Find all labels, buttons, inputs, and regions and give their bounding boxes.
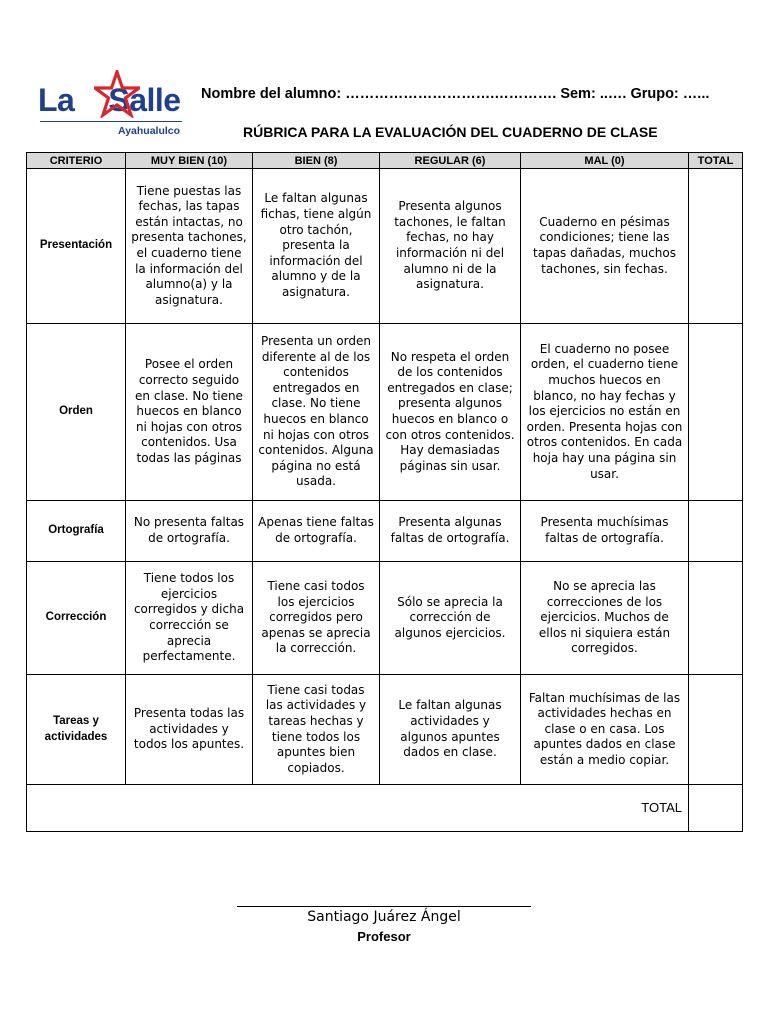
header-row [27,153,743,169]
rubric-cell: Tiene todos los ejercicios corregidos y dicha corrección se aprecia perfectamente. [126,562,253,675]
header-mal: MAL (0) [521,153,689,169]
criterion-cell: Presentación [27,169,126,324]
header-regular: REGULAR (6) [380,153,521,169]
rubric-cell: Sólo se aprecia la corrección de algunos ejercicios. [380,562,521,675]
criterion-cell: Orden [27,324,126,501]
rubric-cell: Le faltan algunas actividades y algunos apuntes dados en clase. [380,675,521,785]
table-row [27,324,743,501]
table-row [27,169,743,324]
header-criterio: CRITERIO [27,153,126,169]
header-bien: BIEN (8) [253,153,380,169]
rubric-cell: No respeta el orden de los contenidos entregados en clase; presenta algunos huecos en blanco o con otros contenidos. Hay demasiadas páginas sin usar. [380,324,521,501]
header-total: TOTAL [689,153,743,169]
rubric-table [26,152,743,832]
total-cell[interactable] [689,675,743,785]
semester-label: Sem: [560,86,596,102]
rubric-cell: Apenas tiene faltas de ortografía. [253,501,380,562]
table-row [27,675,743,785]
student-name-label: Nombre del alumno: [201,86,342,102]
criterion-cell: Tareas y actividades [27,675,126,785]
total-cell[interactable] [689,501,743,562]
table-row [27,562,743,675]
document-title: RÚBRICA PARA LA EVALUACIÓN DEL CUADERNO DE CLASE [243,124,658,140]
rubric-cell: Presenta un orden diferente al de los contenidos entregados en clase. No tiene huecos en blanco ni hojas con otros contenidos. Alguna página no está usada. [253,324,380,501]
rubric-cell: El cuaderno no posee orden, el cuaderno tiene muchos huecos en blanco, no hay fechas y los ejercicios no están en orden. Presenta hojas con otros contenidos. En cada hoja hay una página sin usar. [521,324,689,501]
rubric-cell: Faltan muchísimas de las actividades hechas en clase o en casa. Los apuntes dados en clase están a medio copiar. [521,675,689,785]
signature-name: Santiago Juárez Ángel [307,909,461,925]
criterion-cell: Ortografía [27,501,126,562]
grand-total-cell[interactable] [689,785,743,832]
group-label: Grupo: [630,86,679,102]
rubric-cell: Tiene casi todas las actividades y tareas hechas y tiene todos los apuntes bien copiados. [253,675,380,785]
signature-line [237,906,531,907]
rubric-cell: No presenta faltas de ortografía. [126,501,253,562]
logo-subtitle: Ayahualulco [118,125,181,137]
student-name-blank: ………………………….…………. [345,86,557,102]
rubric-cell: Tiene casi todos los ejercicios corregidos pero apenas se aprecia la corrección. [253,562,380,675]
semester-blank: ..…. [599,86,627,102]
signature-role: Profesor [357,929,411,944]
rubric-cell: Presenta todas las actividades y todos los apuntes. [126,675,253,785]
rubric-cell: Presenta algunos tachones, le faltan fechas, no hay información ni del alumno ni de la asignatura. [380,169,521,324]
total-cell[interactable] [689,324,743,501]
student-info-line [201,86,709,102]
logo-brand-left: La [38,82,75,118]
rubric-cell: Presenta algunas faltas de ortografía. [380,501,521,562]
grand-total-row [27,785,743,832]
group-blank: …... [682,86,710,102]
logo-brand-right: Salle [108,82,181,118]
grand-total-label: TOTAL [27,785,689,832]
table-row [27,501,743,562]
rubric-cell: No se aprecia las correcciones de los ejercicios. Muchos de ellos ni siquiera están corregidos. [521,562,689,675]
rubric-cell: Presenta muchísimas faltas de ortografía. [521,501,689,562]
rubric-cell: Cuaderno en pésimas condiciones; tiene las tapas dañadas, muchos tachones, sin fechas. [521,169,689,324]
criterion-cell: Corrección [27,562,126,675]
logo-underline [40,121,182,122]
rubric-cell: Tiene puestas las fechas, las tapas están intactas, no presenta tachones, el cuaderno tiene la información del alumno(a) y la asignatura. [126,169,253,324]
total-cell[interactable] [689,169,743,324]
rubric-cell: Posee el orden correcto seguido en clase. No tiene huecos en blanco ni hojas con otros contenidos. Usa todas las páginas [126,324,253,501]
star-icon [94,70,140,118]
total-cell[interactable] [689,562,743,675]
header-muy-bien: MUY BIEN (10) [126,153,253,169]
rubric-cell: Le faltan algunas fichas, tiene algún otro tachón, presenta la información del alumno y de la asignatura. [253,169,380,324]
school-logo [38,70,188,138]
